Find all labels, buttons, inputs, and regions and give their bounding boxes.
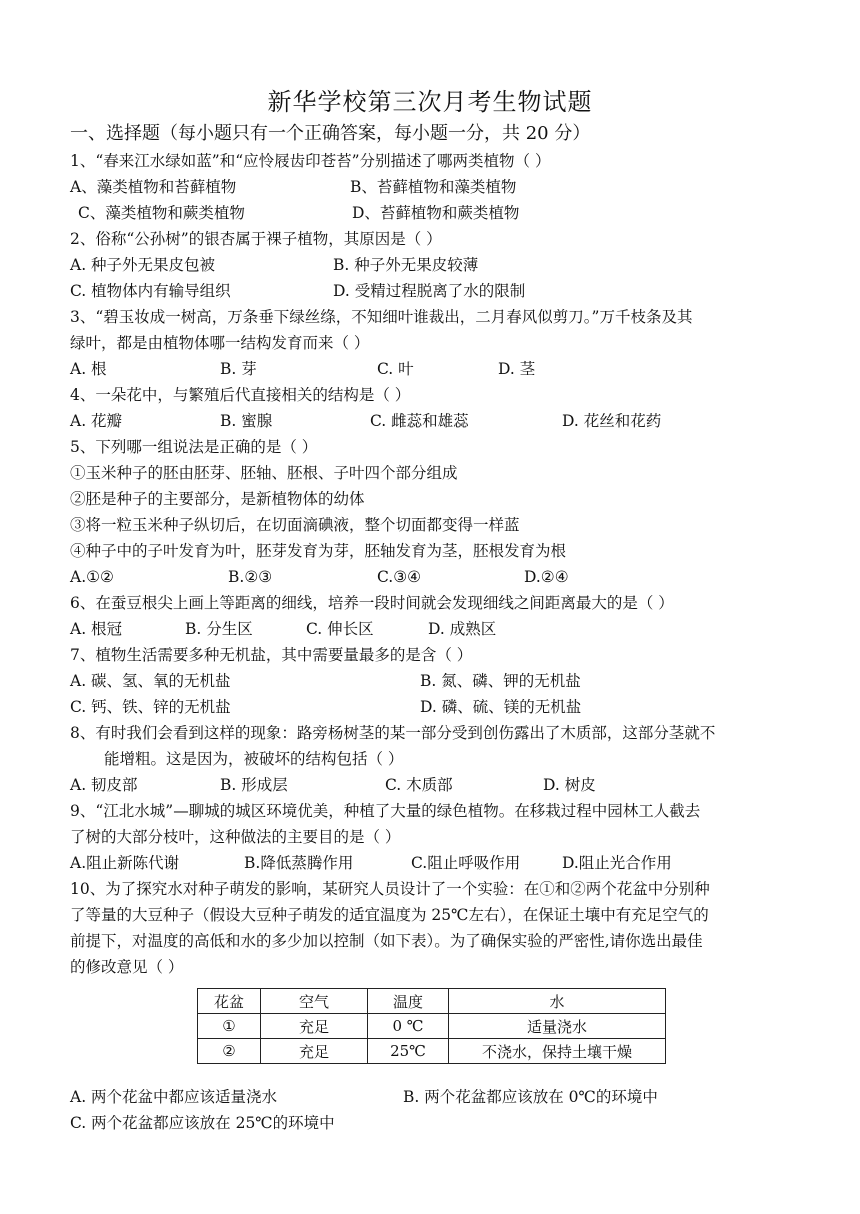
q8-option-c: C. 木质部 bbox=[385, 776, 453, 794]
table-header: 温度 bbox=[368, 989, 449, 1014]
q7-option-d: D. 磷、硫、镁的无机盐 bbox=[420, 698, 582, 716]
q8-option-b: B. 形成层 bbox=[220, 776, 288, 794]
experiment-table bbox=[197, 988, 666, 1064]
q5-stem: 5、下列哪一组说法是正确的是（ ） bbox=[70, 438, 318, 456]
q6-option-a: A. 根冠 bbox=[70, 620, 123, 638]
q8-stem-line2: 能增粗。这是因为，被破坏的结构包括（ ） bbox=[104, 750, 404, 768]
q2-stem: 2、俗称“公孙树”的银杏属于裸子植物，其原因是（ ） bbox=[70, 230, 442, 248]
table-row bbox=[198, 1039, 666, 1064]
q4-option-a: A. 花瓣 bbox=[70, 412, 123, 430]
q2-option-b: B. 种子外无果皮较薄 bbox=[333, 256, 479, 274]
q2-option-d: D. 受精过程脱离了水的限制 bbox=[333, 282, 526, 300]
q7-option-b: B. 氮、磷、钾的无机盐 bbox=[420, 672, 581, 690]
table-cell: 不浇水，保持土壤干燥 bbox=[449, 1039, 666, 1064]
q5-option-c: C.③④ bbox=[377, 568, 422, 586]
q10-option-c: C. 两个花盆都应该放在 25℃的环境中 bbox=[70, 1114, 335, 1132]
q10-stem-line1: 10、为了探究水对种子萌发的影响，某研究人员设计了一个实验：在①和②两个花盆中分别种 bbox=[70, 880, 710, 898]
q5-statement-4: ④种子中的子叶发育为叶，胚芽发育为芽，胚轴发育为茎，胚根发育为根 bbox=[70, 542, 567, 560]
q9-option-d: D.阻止光合作用 bbox=[562, 854, 672, 872]
table-cell: 适量浇水 bbox=[449, 1014, 666, 1039]
q3-option-b: B. 芽 bbox=[220, 360, 257, 378]
q1-option-b: B、苔藓植物和藻类植物 bbox=[350, 178, 517, 196]
q5-statement-2: ②胚是种子的主要部分，是新植物体的幼体 bbox=[70, 490, 365, 508]
q7-option-a: A. 碳、氢、氧的无机盐 bbox=[70, 672, 231, 690]
q3-option-a: A. 根 bbox=[70, 360, 107, 378]
table-row bbox=[198, 1014, 666, 1039]
q3-option-c: C. 叶 bbox=[377, 360, 414, 378]
q1-option-c: C、藻类植物和蕨类植物 bbox=[78, 204, 245, 222]
q10-stem-line3: 前提下，对温度的高低和水的多少加以控制（如下表）。为了确保实验的严密性,请你选出最佳 bbox=[70, 932, 703, 950]
q8-stem-line1: 8、有时我们会看到这样的现象：路旁杨树茎的某一部分受到创伤露出了木质部，这部分茎就不 bbox=[70, 724, 716, 742]
q5-statement-1: ①玉米种子的胚由胚芽、胚轴、胚根、子叶四个部分组成 bbox=[70, 464, 458, 482]
q5-option-d: D.②④ bbox=[524, 568, 569, 586]
table-header: 空气 bbox=[261, 989, 368, 1014]
q9-option-a: A.阻止新陈代谢 bbox=[70, 854, 180, 872]
table-cell: ② bbox=[198, 1039, 261, 1064]
table-cell: 充足 bbox=[261, 1014, 368, 1039]
q1-option-d: D、苔藓植物和蕨类植物 bbox=[352, 204, 520, 222]
q7-option-c: C. 钙、铁、锌的无机盐 bbox=[70, 698, 231, 716]
q7-stem: 7、植物生活需要多种无机盐，其中需要量最多的是含（ ） bbox=[70, 646, 473, 664]
q6-stem: 6、在蚕豆根尖上画上等距离的细线，培养一段时间就会发现细线之间距离最大的是（ ） bbox=[70, 594, 674, 612]
q8-option-d: D. 树皮 bbox=[543, 776, 596, 794]
section-heading: 一、选择题（每小题只有一个正确答案，每小题一分，共 20 分） bbox=[70, 123, 591, 144]
q3-stem-line1: 3、“碧玉妆成一树高，万条垂下绿丝绦，不知细叶谁裁出，二月春风似剪刀。”万千枝条及其 bbox=[70, 308, 693, 326]
table-cell: 充足 bbox=[261, 1039, 368, 1064]
q3-stem-line2: 绿叶，都是由植物体哪一结构发育而来（ ） bbox=[70, 334, 370, 352]
q8-option-a: A. 韧皮部 bbox=[70, 776, 138, 794]
q6-option-c: C. 伸长区 bbox=[306, 620, 374, 638]
q10-stem-line4: 的修改意见（ ） bbox=[70, 958, 184, 976]
q5-option-b: B.②③ bbox=[228, 568, 273, 586]
exam-title: 新华学校第三次月考生物试题 bbox=[267, 88, 593, 116]
q1-option-a: A、藻类植物和苔藓植物 bbox=[70, 178, 237, 196]
q4-option-c: C. 雌蕊和雄蕊 bbox=[370, 412, 469, 430]
q9-option-b: B.降低蒸腾作用 bbox=[244, 854, 354, 872]
q10-option-b: B. 两个花盆都应该放在 0℃的环境中 bbox=[403, 1088, 658, 1106]
q6-option-d: D. 成熟区 bbox=[428, 620, 497, 638]
table-header: 水 bbox=[449, 989, 666, 1014]
table-cell: 0 ℃ bbox=[368, 1014, 449, 1039]
q5-option-a: A.①② bbox=[70, 568, 114, 586]
table-cell: ① bbox=[198, 1014, 261, 1039]
q1-stem: 1、“春来江水绿如蓝”和“应怜屐齿印苍苔”分别描述了哪两类植物（ ） bbox=[70, 152, 551, 170]
q4-option-b: B. 蜜腺 bbox=[220, 412, 273, 430]
q10-option-a: A. 两个花盆中都应该适量浇水 bbox=[70, 1088, 278, 1106]
q9-option-c: C.阻止呼吸作用 bbox=[411, 854, 521, 872]
table-cell: 25℃ bbox=[368, 1039, 449, 1064]
table-header: 花盆 bbox=[198, 989, 261, 1014]
q9-stem-line1: 9、“江北水城”—聊城的城区环境优美，种植了大量的绿色植物。在移栽过程中园林工人截去 bbox=[70, 802, 701, 820]
q9-stem-line2: 了树的大部分枝叶，这种做法的主要目的是（ ） bbox=[70, 828, 401, 846]
q5-statement-3: ③将一粒玉米种子纵切后，在切面滴碘液，整个切面都变得一样蓝 bbox=[70, 516, 520, 534]
table-header-row bbox=[198, 989, 666, 1014]
q6-option-b: B. 分生区 bbox=[185, 620, 253, 638]
q4-stem: 4、一朵花中，与繁殖后代直接相关的结构是（ ） bbox=[70, 386, 411, 404]
q4-option-d: D. 花丝和花药 bbox=[562, 412, 662, 430]
q3-option-d: D. 茎 bbox=[498, 360, 536, 378]
q2-option-a: A. 种子外无果皮包被 bbox=[70, 256, 216, 274]
q10-stem-line2: 了等量的大豆种子（假设大豆种子萌发的适宜温度为 25℃左右），在保证土壤中有充足空气的 bbox=[70, 906, 709, 924]
q2-option-c: C. 植物体内有输导组织 bbox=[70, 282, 231, 300]
